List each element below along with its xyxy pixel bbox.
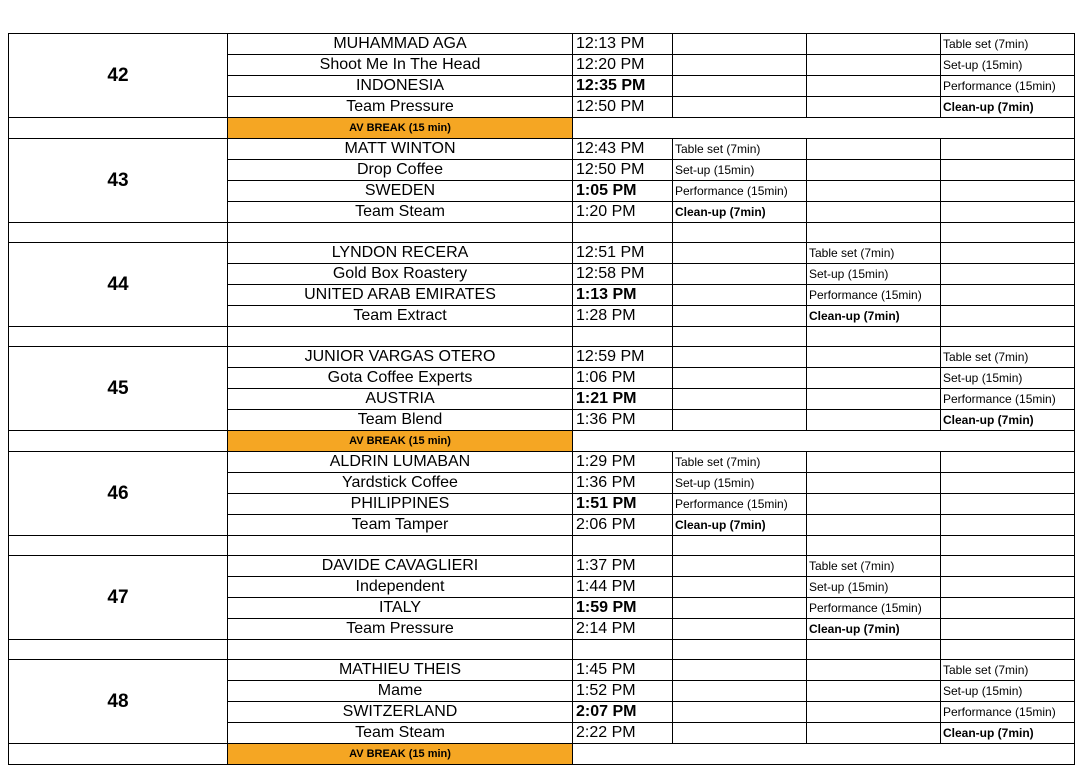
- time-cell: 2:14 PM: [573, 619, 673, 640]
- task-cell: Clean-up (7min): [807, 306, 941, 327]
- task-cell: [673, 76, 807, 97]
- separator-cell: [9, 640, 228, 660]
- task-cell: [941, 139, 1075, 160]
- time-cell: 1:29 PM: [573, 452, 673, 473]
- competitor-cell: AUSTRIA: [228, 389, 573, 410]
- time-cell: 12:35 PM: [573, 76, 673, 97]
- competitor-cell: MUHAMMAD AGA: [228, 34, 573, 55]
- time-cell: 1:51 PM: [573, 494, 673, 515]
- task-cell: Table set (7min): [941, 34, 1075, 55]
- time-cell: 1:28 PM: [573, 306, 673, 327]
- task-cell: [807, 494, 941, 515]
- separator-cell: [228, 223, 573, 243]
- time-cell: 1:36 PM: [573, 473, 673, 494]
- table-row: [9, 243, 1075, 264]
- table-row: [9, 452, 1075, 473]
- task-cell: [941, 515, 1075, 536]
- time-cell: 12:20 PM: [573, 55, 673, 76]
- competitor-cell: Team Steam: [228, 202, 573, 223]
- task-cell: [673, 97, 807, 118]
- separator-cell: [807, 640, 941, 660]
- competitor-cell: Shoot Me In The Head: [228, 55, 573, 76]
- task-cell: [807, 368, 941, 389]
- time-cell: 1:37 PM: [573, 556, 673, 577]
- task-cell: [941, 160, 1075, 181]
- task-cell: Clean-up (7min): [673, 202, 807, 223]
- task-cell: [807, 389, 941, 410]
- competitor-cell: ITALY: [228, 598, 573, 619]
- task-cell: [807, 347, 941, 368]
- separator-cell: [807, 223, 941, 243]
- group-number: 48: [9, 660, 228, 744]
- task-cell: [673, 410, 807, 431]
- task-cell: [807, 76, 941, 97]
- separator-cell: [573, 431, 1075, 452]
- task-cell: [941, 452, 1075, 473]
- table-row: [9, 556, 1075, 577]
- separator-row: [9, 536, 1075, 556]
- competitor-cell: Gota Coffee Experts: [228, 368, 573, 389]
- task-cell: [807, 660, 941, 681]
- task-cell: [941, 202, 1075, 223]
- competitor-cell: SWITZERLAND: [228, 702, 573, 723]
- separator-cell: [573, 640, 673, 660]
- task-cell: Set-up (15min): [807, 264, 941, 285]
- separator-row: [9, 118, 1075, 139]
- competitor-cell: Team Pressure: [228, 619, 573, 640]
- task-cell: Performance (15min): [807, 285, 941, 306]
- group-number: 45: [9, 347, 228, 431]
- time-cell: 1:21 PM: [573, 389, 673, 410]
- group-number: 44: [9, 243, 228, 327]
- competitor-cell: Team Blend: [228, 410, 573, 431]
- separator-row: [9, 744, 1075, 765]
- task-cell: [673, 34, 807, 55]
- time-cell: 1:44 PM: [573, 577, 673, 598]
- task-cell: Table set (7min): [941, 347, 1075, 368]
- time-cell: 2:22 PM: [573, 723, 673, 744]
- task-cell: [941, 494, 1075, 515]
- task-cell: [807, 160, 941, 181]
- time-cell: 12:43 PM: [573, 139, 673, 160]
- task-cell: Set-up (15min): [941, 681, 1075, 702]
- task-cell: Set-up (15min): [941, 368, 1075, 389]
- task-cell: [673, 681, 807, 702]
- task-cell: [941, 285, 1075, 306]
- av-break-banner: AV BREAK (15 min): [228, 118, 573, 139]
- task-cell: [807, 410, 941, 431]
- separator-cell: [9, 223, 228, 243]
- time-cell: 2:07 PM: [573, 702, 673, 723]
- competitor-cell: LYNDON RECERA: [228, 243, 573, 264]
- separator-cell: [573, 744, 1075, 765]
- task-cell: [673, 347, 807, 368]
- separator-row: [9, 431, 1075, 452]
- task-cell: Clean-up (7min): [941, 410, 1075, 431]
- separator-cell: [941, 327, 1075, 347]
- task-cell: [941, 556, 1075, 577]
- group-number: 47: [9, 556, 228, 640]
- group-number: 42: [9, 34, 228, 118]
- task-cell: [673, 285, 807, 306]
- competitor-cell: Independent: [228, 577, 573, 598]
- group-number: 43: [9, 139, 228, 223]
- task-cell: [673, 619, 807, 640]
- competitor-cell: Mame: [228, 681, 573, 702]
- task-cell: Performance (15min): [941, 389, 1075, 410]
- task-cell: Clean-up (7min): [941, 723, 1075, 744]
- competitor-cell: MATHIEU THEIS: [228, 660, 573, 681]
- time-cell: 12:50 PM: [573, 97, 673, 118]
- task-cell: [941, 598, 1075, 619]
- task-cell: [941, 619, 1075, 640]
- task-cell: [673, 55, 807, 76]
- time-cell: 1:05 PM: [573, 181, 673, 202]
- separator-cell: [228, 327, 573, 347]
- task-cell: [673, 264, 807, 285]
- task-cell: Performance (15min): [673, 181, 807, 202]
- separator-cell: [941, 536, 1075, 556]
- separator-cell: [573, 223, 673, 243]
- table-row: [9, 660, 1075, 681]
- separator-cell: [9, 327, 228, 347]
- separator-cell: [9, 744, 228, 765]
- separator-cell: [573, 327, 673, 347]
- task-cell: Table set (7min): [807, 556, 941, 577]
- task-cell: Clean-up (7min): [673, 515, 807, 536]
- time-cell: 1:52 PM: [573, 681, 673, 702]
- task-cell: [807, 139, 941, 160]
- time-cell: 12:51 PM: [573, 243, 673, 264]
- schedule-table: [8, 33, 1075, 765]
- competitor-cell: SWEDEN: [228, 181, 573, 202]
- task-cell: Table set (7min): [673, 139, 807, 160]
- separator-row: [9, 223, 1075, 243]
- task-cell: [807, 97, 941, 118]
- separator-cell: [228, 640, 573, 660]
- competitor-cell: Team Tamper: [228, 515, 573, 536]
- task-cell: Performance (15min): [673, 494, 807, 515]
- competitor-cell: Team Pressure: [228, 97, 573, 118]
- task-cell: [941, 181, 1075, 202]
- separator-cell: [673, 536, 807, 556]
- separator-cell: [673, 223, 807, 243]
- task-cell: Clean-up (7min): [941, 97, 1075, 118]
- task-cell: [807, 452, 941, 473]
- competitor-cell: Gold Box Roastery: [228, 264, 573, 285]
- task-cell: Performance (15min): [941, 76, 1075, 97]
- task-cell: Set-up (15min): [673, 473, 807, 494]
- time-cell: 12:58 PM: [573, 264, 673, 285]
- separator-cell: [941, 223, 1075, 243]
- time-cell: 1:13 PM: [573, 285, 673, 306]
- competitor-cell: UNITED ARAB EMIRATES: [228, 285, 573, 306]
- competitor-cell: PHILIPPINES: [228, 494, 573, 515]
- time-cell: 12:13 PM: [573, 34, 673, 55]
- task-cell: Performance (15min): [807, 598, 941, 619]
- task-cell: [941, 577, 1075, 598]
- schedule-sheet: [8, 33, 1075, 765]
- separator-cell: [9, 118, 228, 139]
- competitor-cell: INDONESIA: [228, 76, 573, 97]
- task-cell: Table set (7min): [941, 660, 1075, 681]
- time-cell: 1:36 PM: [573, 410, 673, 431]
- task-cell: [673, 368, 807, 389]
- task-cell: Clean-up (7min): [807, 619, 941, 640]
- task-cell: Table set (7min): [673, 452, 807, 473]
- task-cell: Performance (15min): [941, 702, 1075, 723]
- task-cell: [673, 702, 807, 723]
- separator-cell: [941, 640, 1075, 660]
- time-cell: 12:59 PM: [573, 347, 673, 368]
- competitor-cell: MATT WINTON: [228, 139, 573, 160]
- task-cell: [807, 723, 941, 744]
- task-cell: [807, 515, 941, 536]
- table-row: [9, 34, 1075, 55]
- separator-cell: [573, 118, 1075, 139]
- task-cell: [673, 723, 807, 744]
- task-cell: Table set (7min): [807, 243, 941, 264]
- task-cell: [941, 473, 1075, 494]
- av-break-banner: AV BREAK (15 min): [228, 744, 573, 765]
- task-cell: [807, 181, 941, 202]
- task-cell: [673, 243, 807, 264]
- task-cell: Set-up (15min): [807, 577, 941, 598]
- task-cell: [673, 306, 807, 327]
- separator-cell: [673, 327, 807, 347]
- time-cell: 1:06 PM: [573, 368, 673, 389]
- task-cell: [941, 243, 1075, 264]
- group-number: 46: [9, 452, 228, 536]
- table-row: [9, 347, 1075, 368]
- task-cell: [673, 389, 807, 410]
- table-row: [9, 139, 1075, 160]
- time-cell: 12:50 PM: [573, 160, 673, 181]
- separator-cell: [807, 327, 941, 347]
- separator-cell: [228, 536, 573, 556]
- task-cell: Set-up (15min): [673, 160, 807, 181]
- time-cell: 1:45 PM: [573, 660, 673, 681]
- task-cell: [807, 681, 941, 702]
- separator-cell: [9, 536, 228, 556]
- time-cell: 1:59 PM: [573, 598, 673, 619]
- separator-cell: [673, 640, 807, 660]
- task-cell: [807, 702, 941, 723]
- task-cell: [807, 55, 941, 76]
- competitor-cell: DAVIDE CAVAGLIERI: [228, 556, 573, 577]
- av-break-banner: AV BREAK (15 min): [228, 431, 573, 452]
- task-cell: [941, 264, 1075, 285]
- time-cell: 1:20 PM: [573, 202, 673, 223]
- competitor-cell: Yardstick Coffee: [228, 473, 573, 494]
- separator-row: [9, 640, 1075, 660]
- task-cell: [941, 306, 1075, 327]
- separator-cell: [9, 431, 228, 452]
- task-cell: [807, 202, 941, 223]
- task-cell: [673, 556, 807, 577]
- task-cell: [807, 473, 941, 494]
- competitor-cell: Team Steam: [228, 723, 573, 744]
- competitor-cell: Drop Coffee: [228, 160, 573, 181]
- task-cell: Set-up (15min): [941, 55, 1075, 76]
- task-cell: [673, 577, 807, 598]
- separator-cell: [807, 536, 941, 556]
- separator-cell: [573, 536, 673, 556]
- time-cell: 2:06 PM: [573, 515, 673, 536]
- competitor-cell: Team Extract: [228, 306, 573, 327]
- separator-row: [9, 327, 1075, 347]
- task-cell: [673, 660, 807, 681]
- competitor-cell: JUNIOR VARGAS OTERO: [228, 347, 573, 368]
- competitor-cell: ALDRIN LUMABAN: [228, 452, 573, 473]
- task-cell: [807, 34, 941, 55]
- task-cell: [673, 598, 807, 619]
